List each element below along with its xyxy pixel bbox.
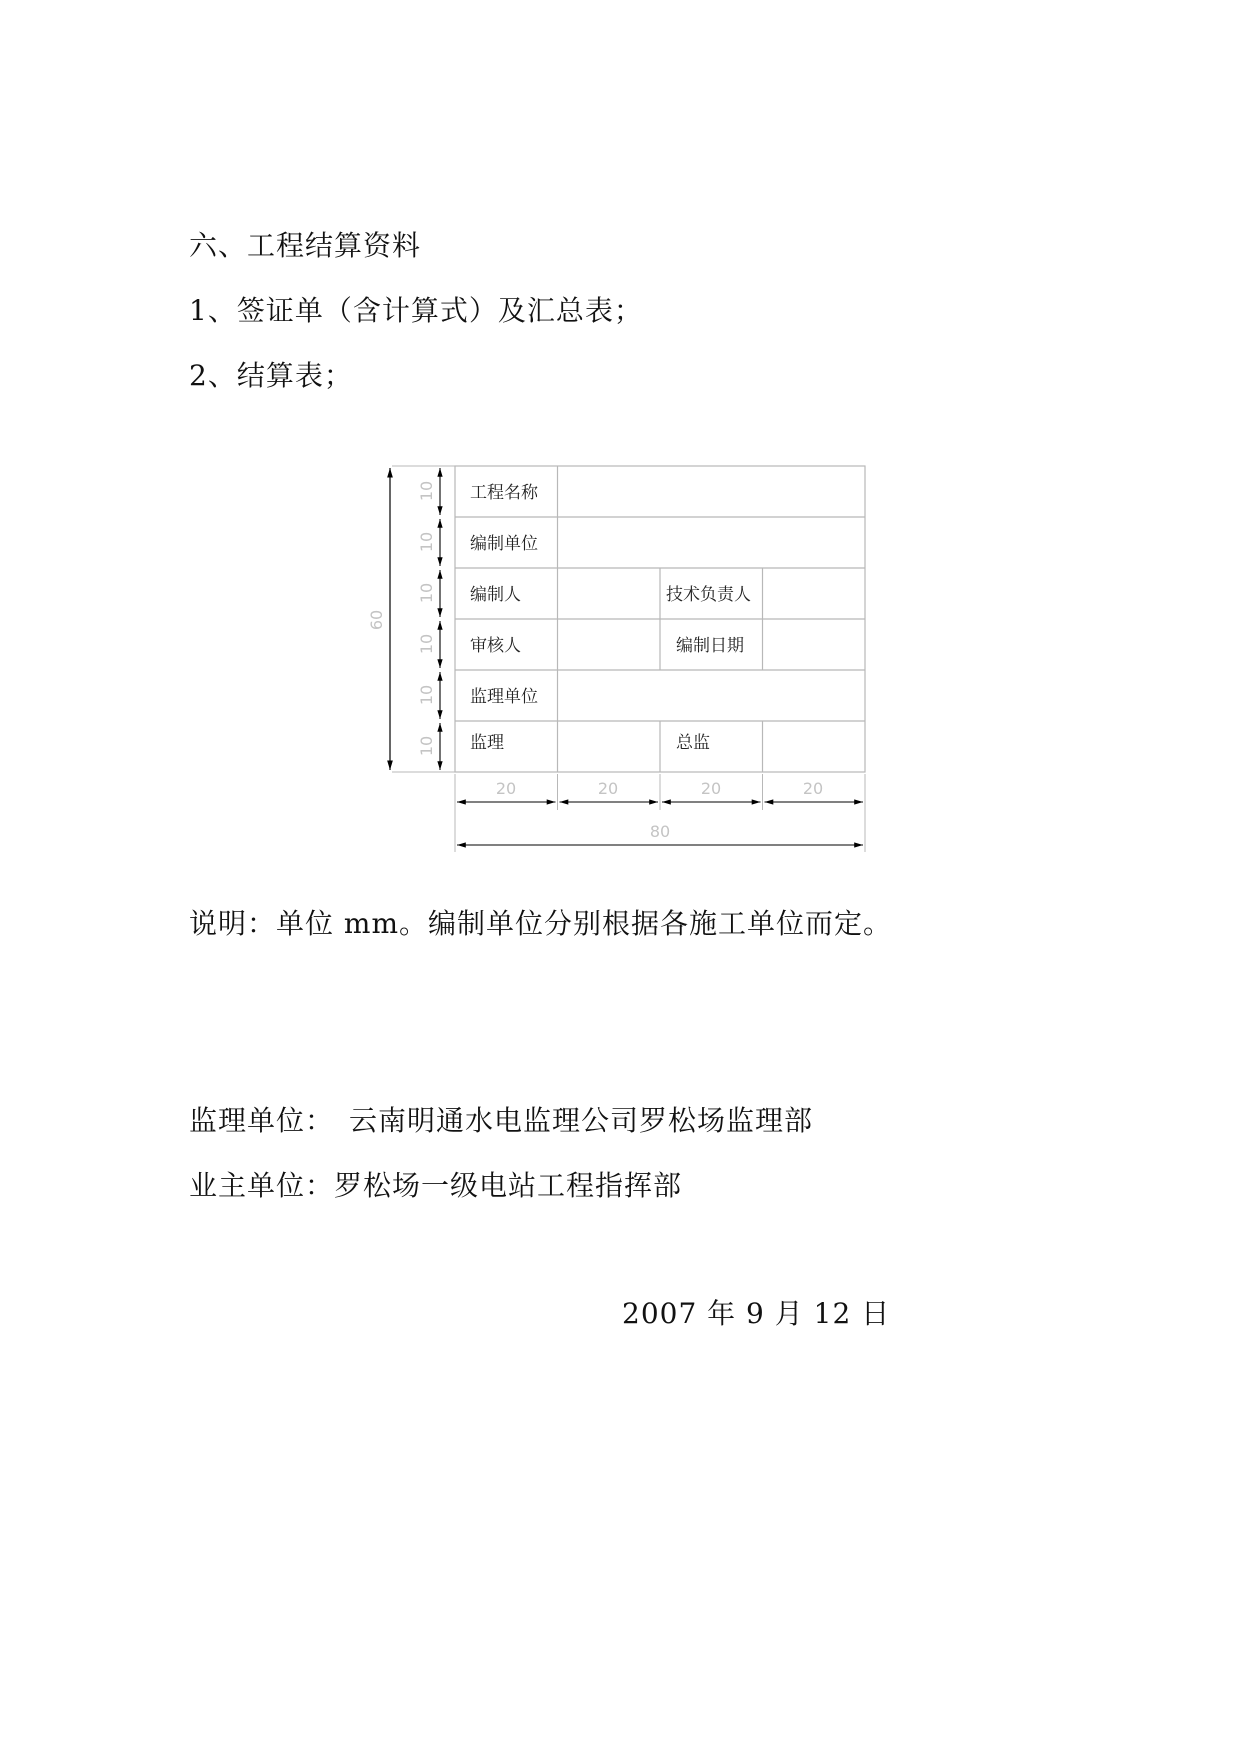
dimension-label: 20 [700,779,722,798]
note-text: 说明：单位 mm。编制单位分别根据各施工单位而定。 [189,907,893,940]
total-height-dimension [367,466,455,772]
cell-compile-date: 编制日期 [676,636,744,656]
dimension-label: 10 [417,531,436,553]
dimension-label: 10 [417,684,436,706]
cell-chief-supervisor: 总监 [676,733,710,753]
section-heading: 六、工程结算资料 [189,229,422,262]
dimension-label: 10 [417,735,436,757]
cell-supervisor: 监理 [470,733,504,753]
list-item: 2、结算表； [189,359,353,392]
cell-compiler: 编制人 [470,585,521,605]
cell-project-name: 工程名称 [470,483,538,503]
dimension-label: 10 [417,633,436,655]
cell-reviewer: 审核人 [470,636,521,656]
dimension-label: 20 [597,779,619,798]
owner-unit-line: 业主单位：罗松场一级电站工程指挥部 [189,1169,683,1202]
settlement-form-drawing [367,460,880,860]
cell-compile-unit: 编制单位 [470,534,538,554]
cell-tech-lead: 技术负责人 [666,585,751,605]
dimension-label: 60 [367,609,386,631]
total-width-dimension [457,822,863,845]
dimension-label: 20 [495,779,517,798]
list-item: 1、签证单（含计算式）及汇总表； [189,294,643,327]
row-height-labels [417,481,436,756]
document-date: 2007 年 9 月 12 日 [622,1297,891,1330]
cell-supervision-unit: 监理单位 [470,687,538,707]
dimension-label: 80 [649,822,671,841]
dimension-label: 20 [802,779,824,798]
dimension-label: 10 [417,582,436,604]
supervision-unit-line: 监理单位： 云南明通水电监理公司罗松场监理部 [189,1104,814,1137]
dimension-label: 10 [417,480,436,502]
form-table [455,466,865,772]
